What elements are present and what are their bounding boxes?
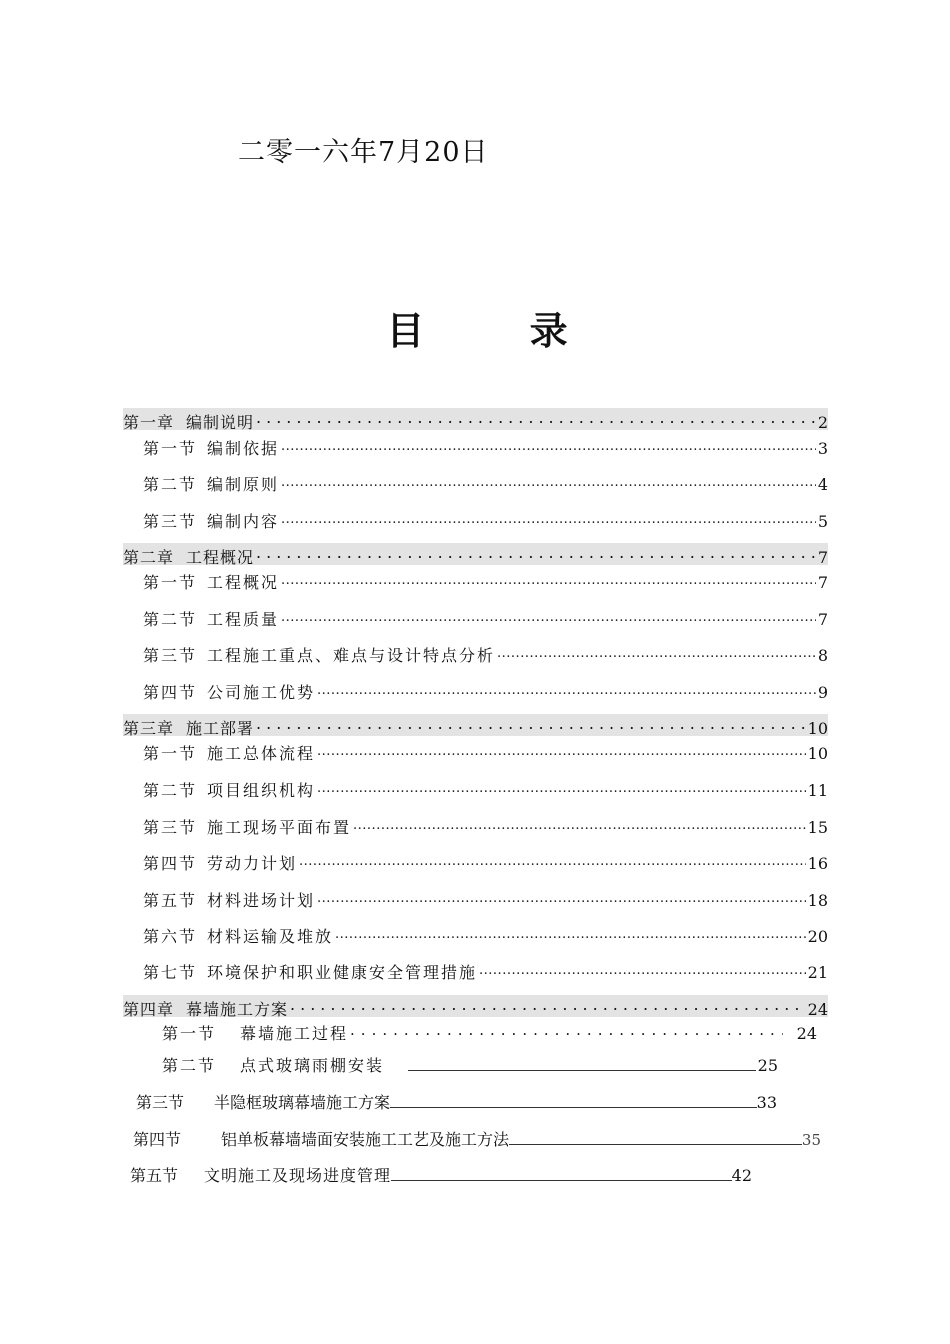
section-title: 公司施工优势 bbox=[207, 683, 316, 702]
section-number: 第二节 bbox=[143, 475, 198, 494]
toc-section-2-2[interactable] bbox=[143, 605, 828, 627]
dot-leader bbox=[256, 408, 816, 428]
page-number: 24 bbox=[807, 1000, 828, 1019]
section-title: 材料运输及堆放 bbox=[207, 927, 334, 946]
section-number: 第四节 bbox=[143, 854, 198, 873]
chapter-title: 施工部署 bbox=[186, 719, 255, 738]
section-number: 第一节 bbox=[143, 439, 198, 458]
dot-leader bbox=[317, 886, 806, 906]
dot-leader bbox=[281, 568, 816, 588]
toc-chapter-1[interactable] bbox=[123, 408, 828, 430]
toc-section-2-1[interactable] bbox=[143, 568, 828, 590]
toc-title: 目 录 bbox=[386, 308, 614, 353]
chapter-title: 工程概况 bbox=[186, 548, 255, 567]
page-number: 10 bbox=[807, 719, 828, 738]
section-title: 编制依据 bbox=[207, 439, 280, 458]
toc-chapter-3[interactable] bbox=[123, 714, 828, 736]
section-number: 第三节 bbox=[136, 1093, 185, 1112]
toc-section-1-3[interactable] bbox=[143, 507, 828, 529]
dot-leader bbox=[353, 813, 806, 833]
page-number: 5 bbox=[817, 512, 828, 531]
chapter-number: 第二章 bbox=[123, 548, 175, 567]
toc-section-3-3[interactable] bbox=[143, 813, 828, 835]
dot-leader bbox=[281, 605, 816, 625]
line-leader bbox=[509, 1130, 802, 1145]
line-leader bbox=[391, 1166, 732, 1181]
section-number: 第二节 bbox=[162, 1056, 217, 1075]
section-title: 项目组织机构 bbox=[207, 781, 316, 800]
dot-leader bbox=[350, 1019, 783, 1039]
dot-leader bbox=[256, 714, 806, 734]
toc-section-4-2[interactable] bbox=[162, 1056, 778, 1080]
section-title: 编制内容 bbox=[207, 512, 280, 531]
section-number: 第七节 bbox=[143, 963, 198, 982]
section-title: 幕墙施工过程 bbox=[240, 1024, 349, 1043]
page-number: 15 bbox=[807, 818, 828, 837]
toc-section-3-4[interactable] bbox=[143, 849, 828, 871]
chapter-number: 第三章 bbox=[123, 719, 175, 738]
section-title: 文明施工及现场进度管理 bbox=[204, 1166, 392, 1185]
dot-leader bbox=[497, 641, 816, 661]
toc-section-4-1[interactable] bbox=[162, 1019, 817, 1043]
section-title: 劳动力计划 bbox=[207, 854, 298, 873]
section-number: 第六节 bbox=[143, 927, 198, 946]
toc-section-3-7[interactable] bbox=[143, 958, 828, 980]
page-number: 42 bbox=[731, 1166, 752, 1185]
page-number: 9 bbox=[817, 683, 828, 702]
toc-chapter-4[interactable] bbox=[123, 995, 828, 1017]
section-title: 施工总体流程 bbox=[207, 744, 316, 763]
page-number: 25 bbox=[757, 1056, 778, 1075]
dot-leader bbox=[479, 958, 806, 978]
dot-leader bbox=[256, 543, 816, 563]
page-number: 16 bbox=[807, 854, 828, 873]
section-title: 半隐框玻璃幕墙施工方案 bbox=[214, 1093, 391, 1112]
toc-section-3-2[interactable] bbox=[143, 776, 828, 798]
section-title: 工程施工重点、难点与设计特点分析 bbox=[207, 646, 496, 665]
toc-section-1-1[interactable] bbox=[143, 434, 828, 456]
dot-leader bbox=[317, 739, 806, 759]
toc-section-3-1[interactable] bbox=[143, 739, 828, 761]
dot-leader bbox=[281, 470, 816, 490]
page-number: 7 bbox=[817, 573, 828, 592]
page-number: 8 bbox=[817, 646, 828, 665]
dot-leader bbox=[281, 507, 816, 527]
page-number: 4 bbox=[817, 475, 828, 494]
section-number: 第四节 bbox=[133, 1130, 182, 1149]
section-number: 第一节 bbox=[143, 573, 198, 592]
dot-leader bbox=[290, 995, 806, 1015]
toc-section-3-5[interactable] bbox=[143, 886, 828, 908]
page-number: 2 bbox=[817, 413, 828, 432]
section-title: 铝单板幕墙墙面安装施工工艺及施工方法 bbox=[221, 1130, 510, 1149]
page-number: 20 bbox=[807, 927, 828, 946]
section-number: 第二节 bbox=[143, 781, 198, 800]
toc-section-2-3[interactable] bbox=[143, 641, 828, 663]
chapter-title: 编制说明 bbox=[186, 413, 255, 432]
page-number: 33 bbox=[756, 1093, 777, 1112]
page-number: 35 bbox=[801, 1131, 821, 1149]
page-number: 11 bbox=[807, 781, 828, 800]
page-number: 18 bbox=[807, 891, 828, 910]
section-title: 工程质量 bbox=[207, 610, 280, 629]
page-number: 3 bbox=[817, 439, 828, 458]
toc-section-4-5[interactable] bbox=[130, 1166, 752, 1190]
section-number: 第一节 bbox=[162, 1024, 217, 1043]
dot-leader bbox=[317, 776, 806, 796]
toc-section-4-3[interactable] bbox=[136, 1093, 777, 1117]
toc-chapter-2[interactable] bbox=[123, 543, 828, 565]
line-leader bbox=[408, 1056, 756, 1071]
section-title: 环境保护和职业健康安全管理措施 bbox=[207, 963, 478, 982]
page-number: 10 bbox=[807, 744, 828, 763]
toc-section-3-6[interactable] bbox=[143, 922, 828, 944]
page-number: 21 bbox=[807, 963, 828, 982]
section-number: 第三节 bbox=[143, 818, 198, 837]
section-number: 第三节 bbox=[143, 512, 198, 531]
dot-leader bbox=[335, 922, 806, 942]
toc-section-4-4[interactable] bbox=[133, 1130, 821, 1154]
section-title: 施工现场平面布置 bbox=[207, 818, 352, 837]
section-number: 第一节 bbox=[143, 744, 198, 763]
toc-section-2-4[interactable] bbox=[143, 678, 828, 700]
section-title: 点式玻璃雨棚安装 bbox=[240, 1056, 385, 1075]
dot-leader bbox=[317, 678, 816, 698]
section-number: 第五节 bbox=[130, 1166, 179, 1185]
section-title: 工程概况 bbox=[207, 573, 280, 592]
section-title: 材料进场计划 bbox=[207, 891, 316, 910]
section-number: 第二节 bbox=[143, 610, 198, 629]
line-leader bbox=[390, 1093, 757, 1108]
section-number: 第四节 bbox=[143, 683, 198, 702]
page-number: 7 bbox=[817, 610, 828, 629]
dot-leader bbox=[299, 849, 806, 869]
document-date: 二零一六年7月20日 bbox=[238, 137, 489, 168]
chapter-number: 第一章 bbox=[123, 413, 175, 432]
toc-section-1-2[interactable] bbox=[143, 470, 828, 492]
chapter-title: 幕墙施工方案 bbox=[186, 1000, 289, 1019]
section-title: 编制原则 bbox=[207, 475, 280, 494]
dot-leader bbox=[281, 434, 816, 454]
chapter-number: 第四章 bbox=[123, 1000, 175, 1019]
section-number: 第五节 bbox=[143, 891, 198, 910]
page-number: 7 bbox=[817, 548, 828, 567]
section-number: 第三节 bbox=[143, 646, 198, 665]
page-number: 24 bbox=[796, 1024, 817, 1043]
